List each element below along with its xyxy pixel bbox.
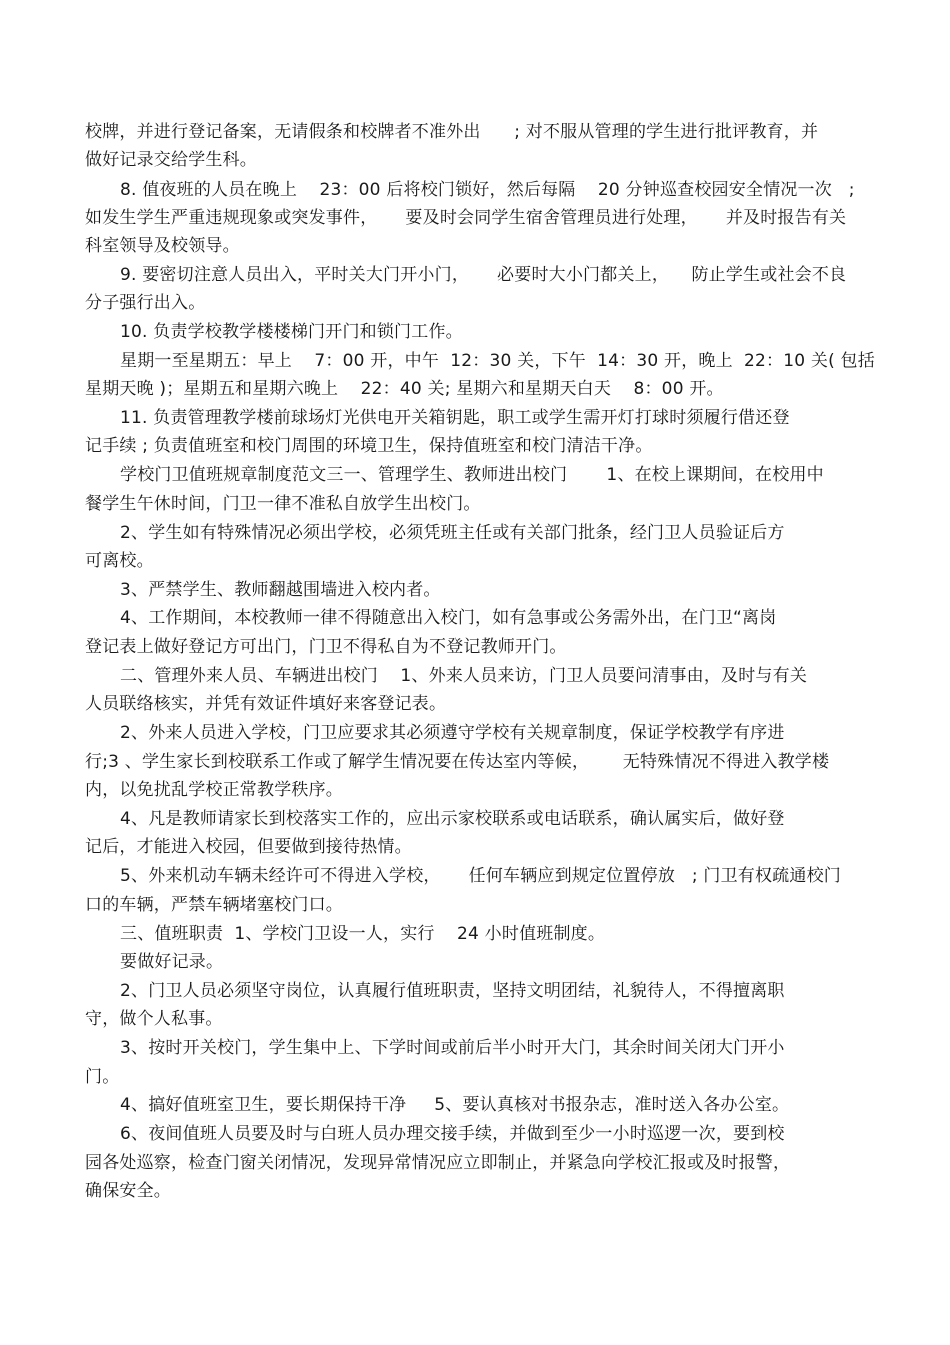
text-line: 10. 负责学校教学楼楼梯门开门和锁门工作。 — [120, 322, 463, 342]
text-line: 登记表上做好登记方可出门，门卫不得私自为不登记教师开门。 — [85, 637, 567, 657]
text-line: 二、管理外来人员、车辆进出校门 1、外来人员来访，门卫人员要问清事由，及时与有关 — [120, 666, 808, 686]
text-line: 三、值班职责 1、学校门卫设一人，实行 24 小时值班制度。 — [120, 924, 606, 944]
text-line: 记手续 ; 负责值班室和校门周围的环境卫生，保持值班室和校门清洁干净。 — [85, 436, 653, 456]
text-line: 餐学生午休时间，门卫一律不准私自放学生出校门。 — [85, 494, 481, 514]
text-line: 如发生学生严重违规现象或突发事件， 要及时会同学生宿舍管理员进行处理， 并及时报告有关 — [85, 208, 847, 228]
text-line: 9. 要密切注意人员出入，平时关大门开小门， 必要时大小门都关上， 防止学生或社会不良 — [120, 265, 847, 285]
text-line: 内，以免扰乱学校正常教学秩序。 — [85, 780, 343, 800]
text-line: 校牌，并进行登记备案，无请假条和校牌者不准外出 ; 对不服从管理的学生进行批评教育，并 — [85, 122, 819, 142]
text-line: 3、严禁学生、教师翻越围墙进入校内者。 — [120, 580, 441, 600]
text-line: 口的车辆，严禁车辆堵塞校门口。 — [85, 895, 343, 915]
text-line: 4、搞好值班室卫生，要长期保持干净 5、要认真核对书报杂志，准时送入各办公室。 — [120, 1095, 790, 1115]
text-line: 2、门卫人员必须坚守岗位，认真履行值班职责，坚持文明团结，礼貌待人，不得擅离职 — [120, 981, 785, 1001]
text-line: 门。 — [85, 1067, 120, 1087]
text-line: 8. 值夜班的人员在晚上 23：00 后将校门锁好，然后每隔 20 分钟巡查校园安全情况一次 ; — [120, 180, 855, 200]
text-line: 守，做个人私事。 — [85, 1009, 223, 1029]
text-line: 可离校。 — [85, 551, 154, 571]
text-line: 分子强行出入。 — [85, 293, 206, 313]
text-line: 人员联络核实，并凭有效证件填好来客登记表。 — [85, 694, 447, 714]
text-line: 星期一至星期五：早上 7：00 开，中午 12：30 关，下午 14：30 开，晚上 22：10 关( 包括 — [120, 351, 875, 371]
text-line: 行;3 、学生家长到校联系工作或了解学生情况要在传达室内等候， 无特殊情况不得进入教学楼 — [85, 752, 830, 772]
text-line: 11. 负责管理教学楼前球场灯光供电开关箱钥匙，职工或学生需开灯打球时须履行借还登 — [120, 408, 790, 428]
text-line: 科室领导及校领导。 — [85, 236, 240, 256]
text-line: 记后，才能进入校园，但要做到接待热情。 — [85, 837, 412, 857]
text-line: 3、按时开关校门，学生集中上、下学时间或前后半小时开大门，其余时间关闭大门开小 — [120, 1038, 785, 1058]
text-line: 要做好记录。 — [120, 952, 224, 972]
text-line: 4、凡是教师请家长到校落实工作的，应出示家校联系或电话联系，确认属实后，做好登 — [120, 809, 785, 829]
text-line: 学校门卫值班规章制度范文三一、管理学生、教师进出校门 1、在校上课期间，在校用中 — [120, 465, 824, 485]
text-line: 做好记录交给学生科。 — [85, 150, 257, 170]
text-line: 确保安全。 — [85, 1181, 171, 1201]
text-line: 园各处巡察，检查门窗关闭情况，发现异常情况应立即制止，并紧急向学校汇报或及时报警， — [85, 1153, 791, 1173]
text-line: 星期天晚 )；星期五和星期六晚上 22：40 关; 星期六和星期天白天 8：00 开。 — [85, 379, 724, 399]
text-line: 2、学生如有特殊情况必须出学校，必须凭班主任或有关部门批条，经门卫人员验证后方 — [120, 523, 785, 543]
text-line: 4、工作期间，本校教师一律不得随意出入校门，如有急事或公务需外出，在门卫“离岗 — [120, 608, 777, 628]
text-line: 2、外来人员进入学校，门卫应要求其必须遵守学校有关规章制度，保证学校教学有序进 — [120, 723, 785, 743]
text-line: 6、夜间值班人员要及时与白班人员办理交接手续，并做到至少一小时巡逻一次，要到校 — [120, 1124, 785, 1144]
text-line: 5、外来机动车辆未经许可不得进入学校， 任何车辆应到规定位置停放 ; 门卫有权疏通校门 — [120, 866, 841, 886]
